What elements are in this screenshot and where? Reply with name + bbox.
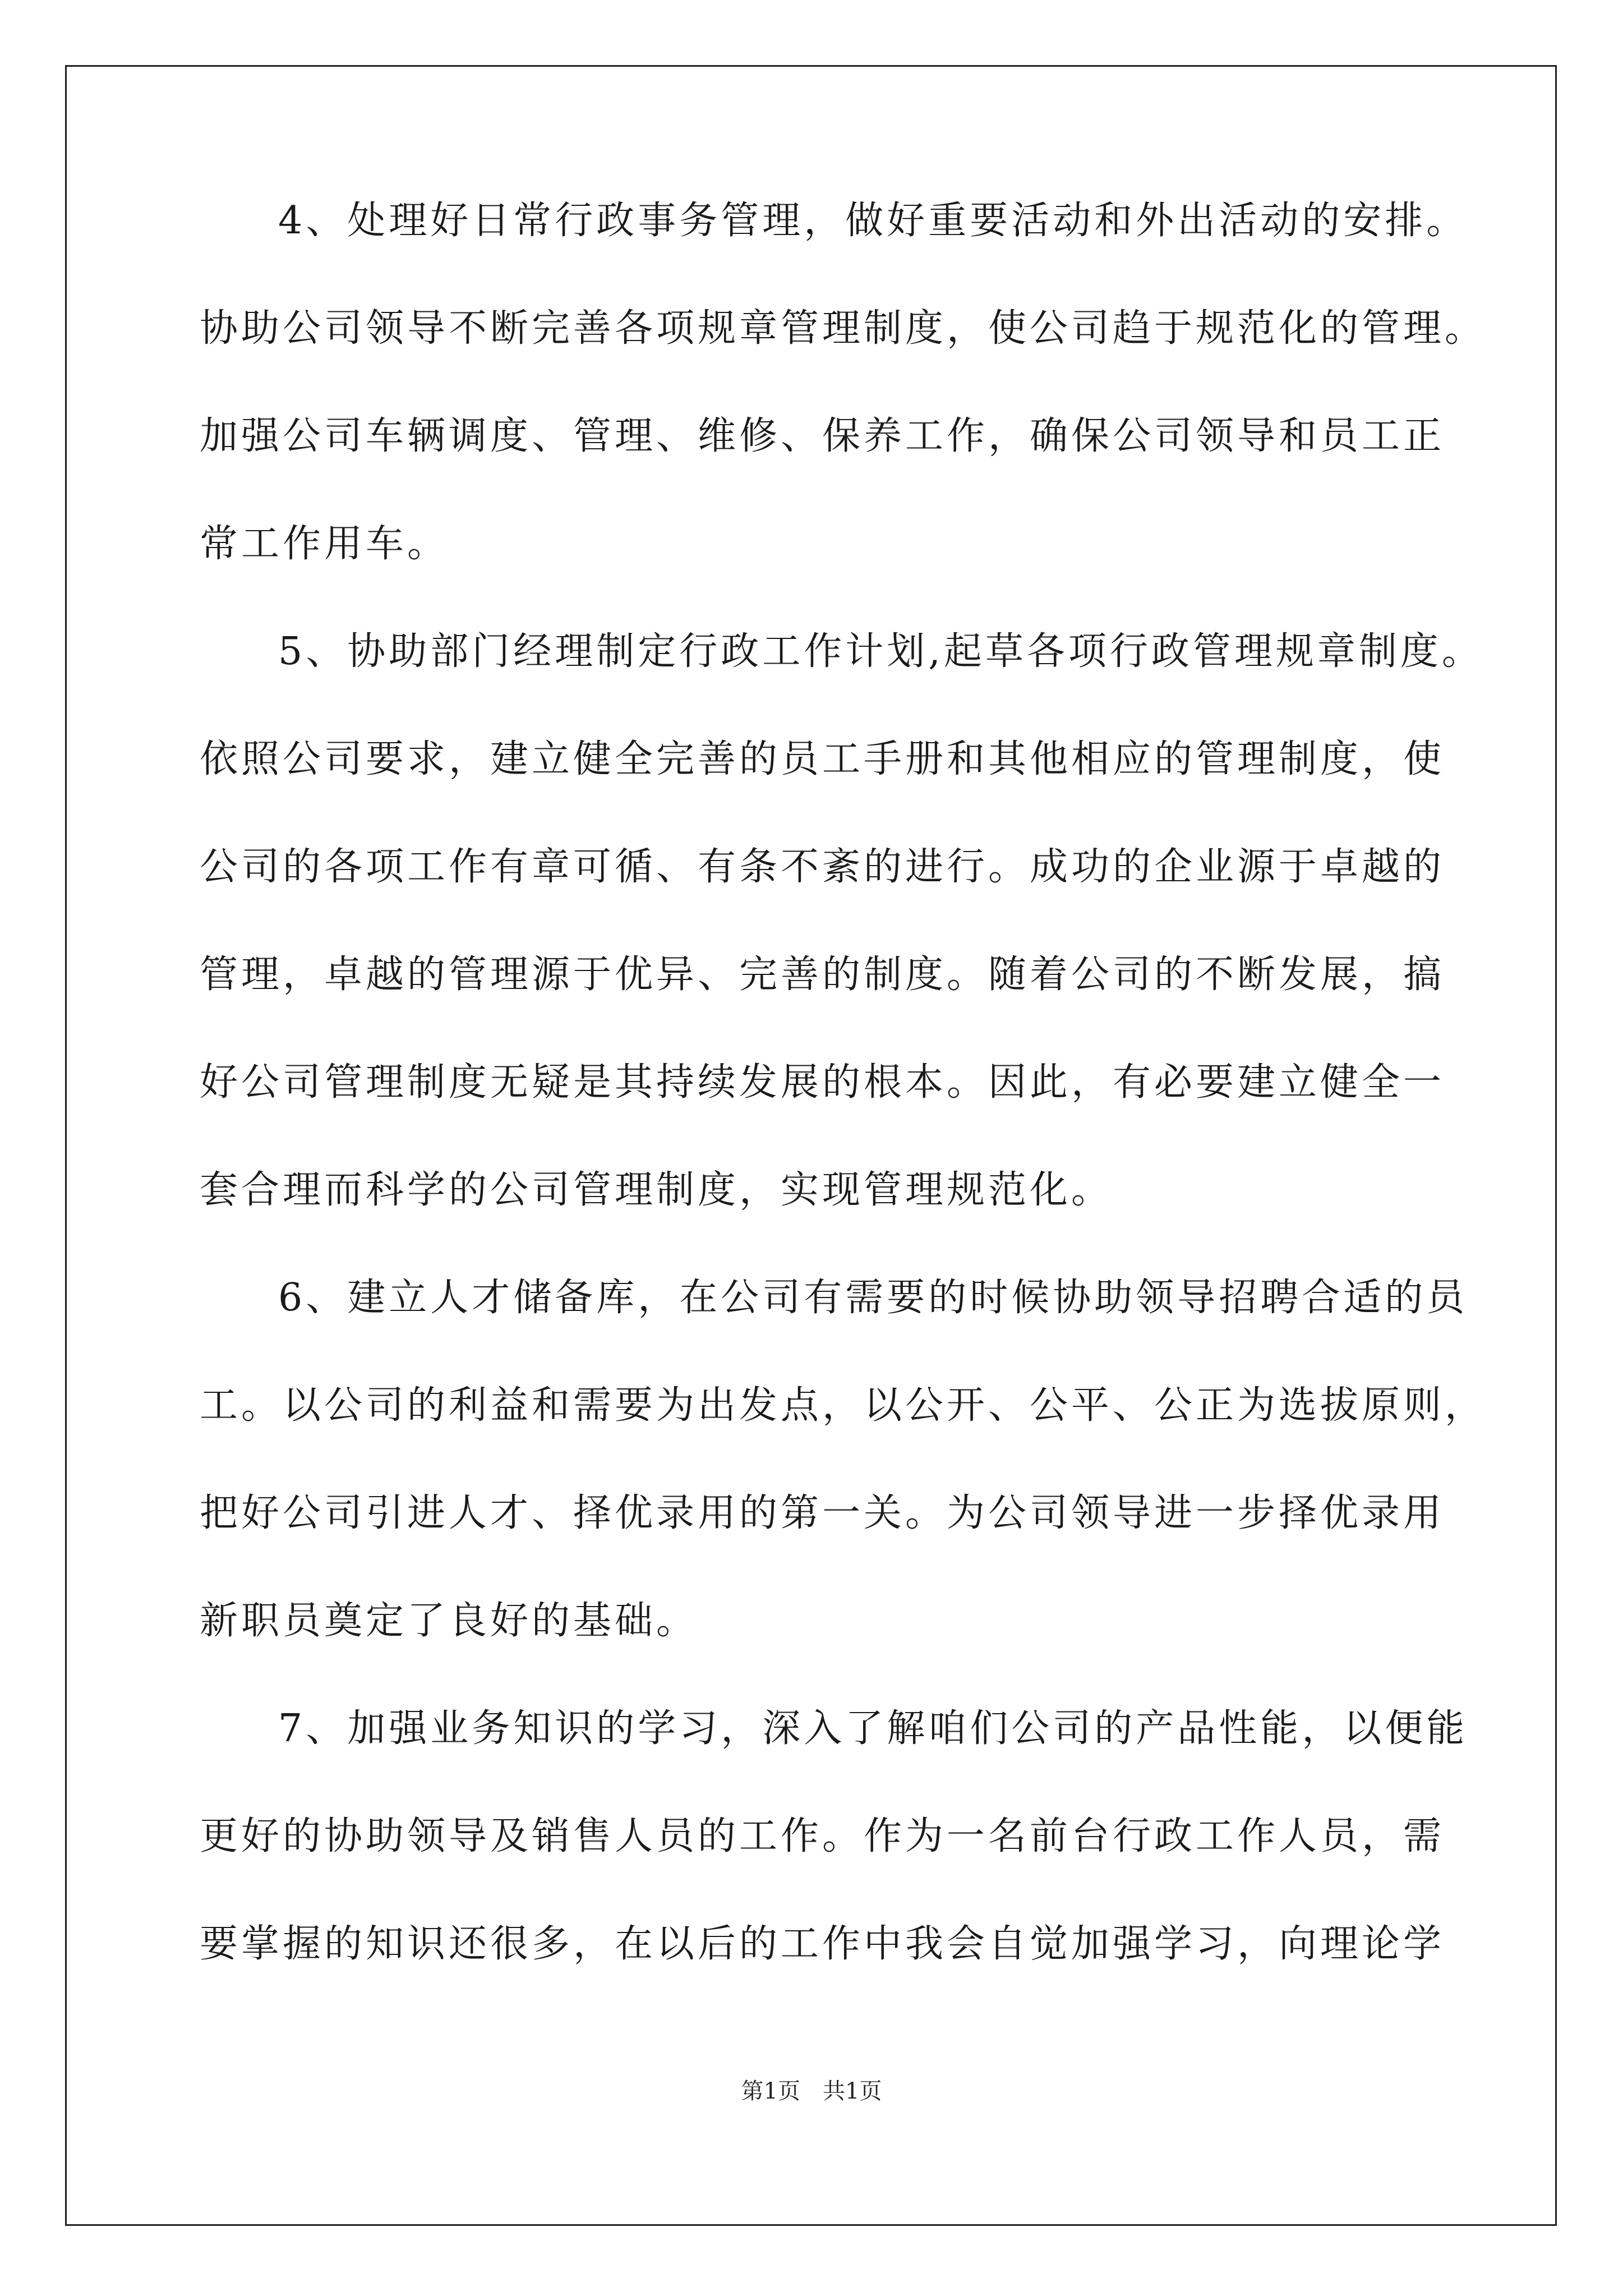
paragraph-4-line-2: 协助公司领导不断完善各项规章管理制度，使公司趋于规范化的管理。 bbox=[200, 306, 1487, 351]
paragraph-5-line-4: 管理，卓越的管理源于优异、完善的制度。随着公司的不断发展，搞 bbox=[200, 953, 1445, 997]
paragraph-6-line-2: 工。以公司的利益和需要为出发点，以公开、公平、公正为选拔原则， bbox=[200, 1383, 1487, 1428]
paragraph-6-line-1: 6、建立人才储备库，在公司有需要的时候协助领导招聘合适的员 bbox=[278, 1276, 1468, 1320]
paragraph-6-line-4: 新职员奠定了良好的基础。 bbox=[200, 1599, 698, 1643]
paragraph-5-line-1: 5、协助部门经理制定行政工作计划,起草各项行政管理规章制度。 bbox=[278, 629, 1483, 674]
paragraph-5-line-2: 依照公司要求，建立健全完善的员工手册和其他相应的管理制度，使 bbox=[200, 737, 1445, 781]
paragraph-5-line-3: 公司的各项工作有章可循、有条不紊的进行。成功的企业源于卓越的 bbox=[200, 845, 1445, 889]
paragraph-5-line-5: 好公司管理制度无疑是其持续发展的根本。因此，有必要建立健全一 bbox=[200, 1060, 1445, 1105]
paragraph-6-line-3: 把好公司引进人才、择优录用的第一关。为公司领导进一步择优录用 bbox=[200, 1491, 1445, 1535]
paragraph-4-line-1: 4、处理好日常行政事务管理，做好重要活动和外出活动的安排。 bbox=[278, 199, 1468, 243]
paragraph-4-line-3: 加强公司车辆调度、管理、维修、保养工作，确保公司领导和员工正 bbox=[200, 414, 1445, 458]
document-body bbox=[200, 199, 1487, 2033]
paragraph-7-line-1: 7、加强业务知识的学习，深入了解咱们公司的产品性能，以便能 bbox=[278, 1706, 1468, 1751]
paragraph-7-line-3: 要掌握的知识还很多，在以后的工作中我会自觉加强学习，向理论学 bbox=[200, 1922, 1445, 1966]
paragraph-5-line-6: 套合理而科学的公司管理制度，实现管理规范化。 bbox=[200, 1168, 1113, 1212]
paragraph-7-line-2: 更好的协助领导及销售人员的工作。作为一名前台行政工作人员，需 bbox=[200, 1814, 1445, 1858]
paragraph-4-line-4: 常工作用车。 bbox=[200, 522, 449, 566]
page-number-footer: 第1页 共1页 bbox=[741, 2078, 882, 2104]
